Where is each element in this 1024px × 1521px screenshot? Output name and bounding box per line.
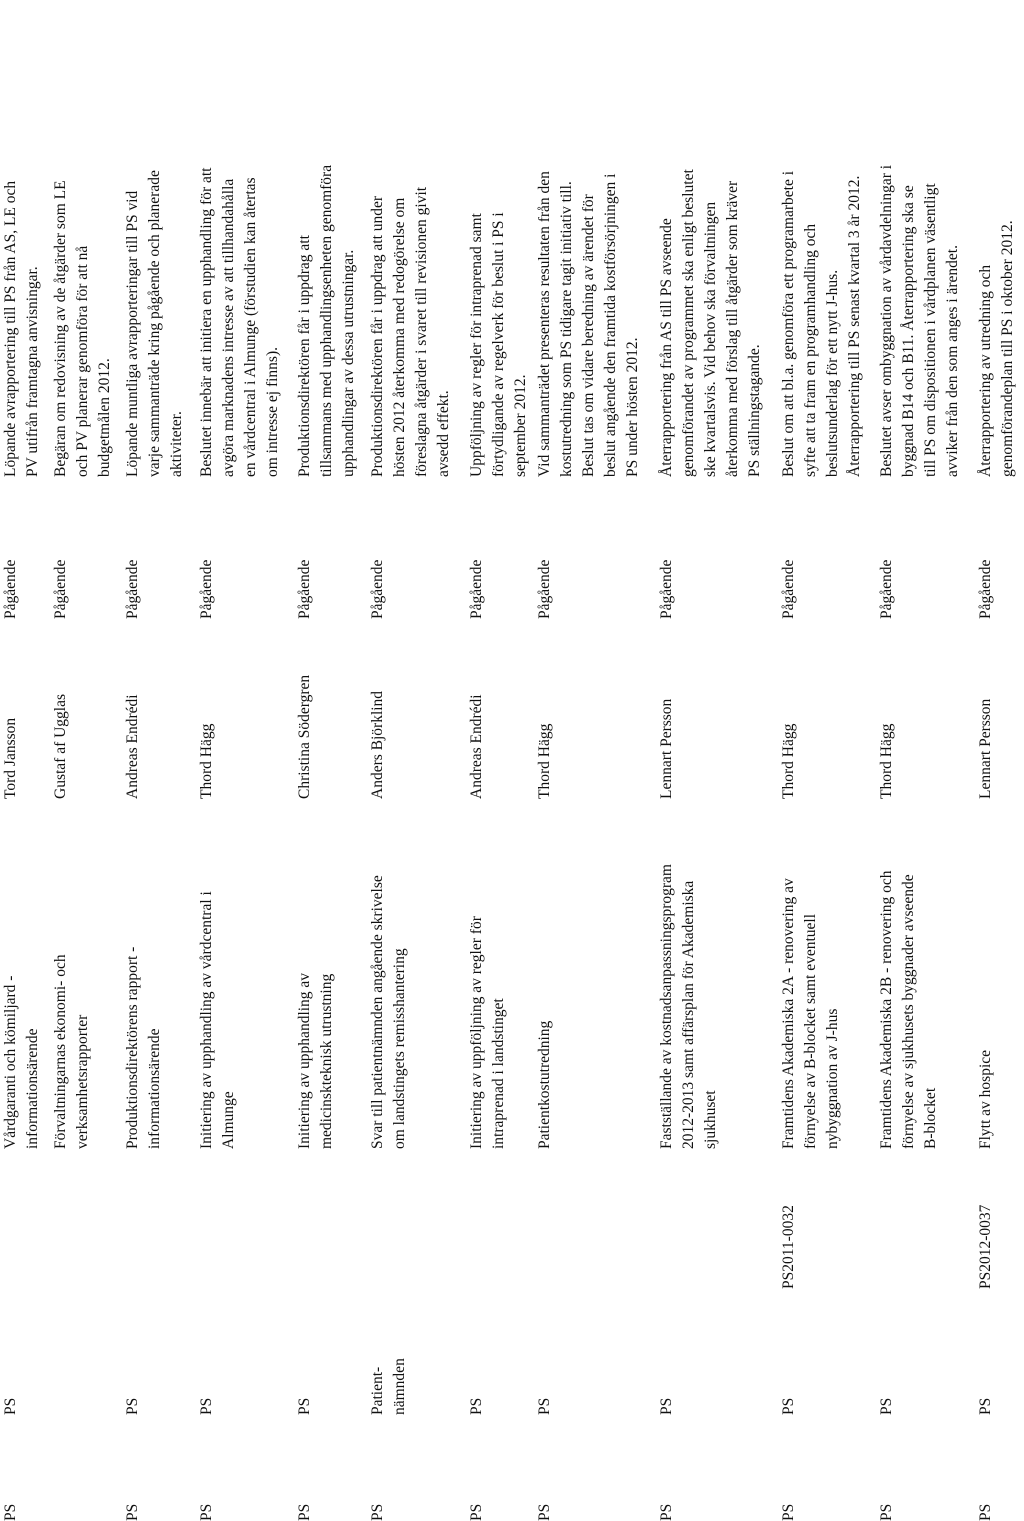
decision-maker: PS [878, 1503, 895, 1521]
matter-title: Fastställande av kostnadsanpassningsprogram 2012-2013 samt affärsplan för Akademiska sjukhuset [658, 864, 719, 1149]
decision-notes: Produktionsdirektören får i uppdrag att under hösten 2012 återkomma med redogörelse om föreslagna åtgärder i svaret till revisionen givit avsedd effekt. [369, 186, 452, 477]
matter-title: Patientkostutredning [536, 1020, 553, 1149]
matter-title: Initiering av upphandling av medicinskteknisk utrustning [296, 972, 335, 1149]
status: Pågående [369, 559, 386, 619]
initiator: PS [536, 1397, 553, 1415]
status: Pågående [198, 559, 215, 619]
matter-title: Produktionsdirektörens rapport - informationsärende [124, 946, 163, 1149]
matter-title: Initiering av uppföljning av regler för intraprenad i landstinget [468, 916, 507, 1149]
status: Pågående [780, 559, 797, 619]
responsible-official: Thord Hägg [536, 723, 553, 799]
matter-title: Framtidens Akademiska 2A - renovering av förnyelse av B-blocket samt eventuell nybyggnation av J-hus [780, 878, 841, 1149]
matter-title: Initiering av upphandling av vårdcentral i Almunge [198, 891, 237, 1149]
status: Pågående [124, 559, 141, 619]
responsible-official: Gustaf af Ugglas [52, 693, 69, 799]
decision-maker: PS [124, 1503, 141, 1521]
decision-maker: PS [296, 1503, 313, 1521]
initiator: PS [468, 1397, 485, 1415]
responsible-official: Andreas Endrédi [124, 694, 141, 799]
initiator: Patient- nämnden [369, 1358, 408, 1415]
status: Pågående [878, 559, 895, 619]
matter-title: Svar till patientnämnden angående skrivelse om landstingets remisshantering [369, 875, 408, 1149]
responsible-official: Thord Hägg [780, 723, 797, 799]
decision-notes: Uppföljning av regler för intraprenad samt förtydligande av regelverk för beslut i PS i september 2012. [468, 212, 529, 477]
decision-notes: Återrapportering från AS till PS avseende genomförandet av programmet ska enligt beslutet ske kvartalsvis. Vid behov ska förvaltningen återkomma med förslag till åtgärder som kräver PS ställningstagande. [658, 169, 763, 477]
decision-notes: Begäran om redovisning av de åtgärder som LE och PV planerar genomföra för att nå budgetmålen 2012. [52, 180, 113, 477]
responsible-official: Anders Björklind [369, 690, 386, 799]
matter-title: Vårdgaranti och kömiljard - informationsärende [2, 975, 41, 1149]
status: Pågående [2, 559, 19, 619]
status: Pågående [536, 559, 553, 619]
decision-notes: Beslutet avser ombyggnation av vårdavdelningar i byggnad B14 och B11. Återrapportering ska se till PS om dispositionen i vårdplanen väsentligt avviker från den som anges i ärendet. [878, 164, 961, 477]
decision-notes: Återrapportering av utredning och genomförandeplan till PS i oktober 2012. [977, 220, 1016, 477]
decision-maker: PS [2, 1503, 19, 1521]
initiator: PS [2, 1397, 19, 1415]
decision-maker: PS [780, 1503, 797, 1521]
responsible-official: Christina Södergren [296, 674, 313, 799]
initiator: PS [658, 1397, 675, 1415]
decision-notes: Beslutet innebär att initiera en upphandling för att avgöra marknadens intresse av att tillhandahålla en vårdcentral i Almunge (förstudien kan återtas om intresse ej finns). [198, 167, 281, 477]
case-number: PS2011-0032 [780, 1205, 797, 1289]
initiator: PS [977, 1397, 994, 1415]
responsible-official: Lennart Persson [658, 698, 675, 799]
decision-maker: PS [468, 1503, 485, 1521]
initiator: PS [780, 1397, 797, 1415]
status: Pågående [658, 559, 675, 619]
matter-title: Flytt av hospice [977, 1049, 994, 1149]
initiator: PS [198, 1397, 215, 1415]
decision-maker: PS [977, 1503, 994, 1521]
decision-notes: Produktionsdirektören får i uppdrag att tillsammans med upphandlingsenheten genomföra upphandlingar av dessa utrustningar. [296, 164, 357, 477]
status: Pågående [296, 559, 313, 619]
decision-notes: Löpande muntliga avrapporteringar till PS vid varje sammanträde kring pågående och planerade aktiviteter. [124, 170, 185, 477]
initiator: PS [124, 1397, 141, 1415]
responsible-official: Tord Jansson [2, 717, 19, 799]
decision-maker: PS [198, 1503, 215, 1521]
decision-maker: PS [369, 1503, 386, 1521]
responsible-official: Andreas Endrédi [468, 694, 485, 799]
matter-title: Framtidens Akademiska 2B - renovering och förnyelse av sjukhusets byggnader avseende B-blocket [878, 870, 939, 1149]
initiator: PS [296, 1397, 313, 1415]
responsible-official: Thord Hägg [198, 723, 215, 799]
status: Pågående [52, 559, 69, 619]
decision-notes: Beslut om att bl.a. genomföra ett programarbete i syfte att ta fram en programhandling och beslutsunderlag för ett nytt J-hus. Återrapportering till PS senast kvartal 3 år 2012. [780, 170, 863, 477]
decision-maker: PS [536, 1503, 553, 1521]
responsible-official: Lennart Persson [977, 698, 994, 799]
status: Pågående [977, 559, 994, 619]
initiator: PS [878, 1397, 895, 1415]
responsible-official: Thord Hägg [878, 723, 895, 799]
matter-title: Förvaltningarnas ekonomi- och verksamhetsrapporter [52, 954, 91, 1149]
case-number: PS2012-0037 [977, 1204, 994, 1289]
decision-notes: Löpande avrapportering till PS från AS, LE och PV utifrån framtagna anvisningar. [2, 180, 41, 477]
decision-notes: Vid sammanträdet presenteras resultaten från den kostutredning som PS tidigare tagit initiativ till. Beslut tas om vidare beredning av ärendet för beslut angående den framtida kostförsörjningen i PS under hösten 2012. [536, 171, 641, 477]
status: Pågående [468, 559, 485, 619]
decision-maker: PS [658, 1503, 675, 1521]
